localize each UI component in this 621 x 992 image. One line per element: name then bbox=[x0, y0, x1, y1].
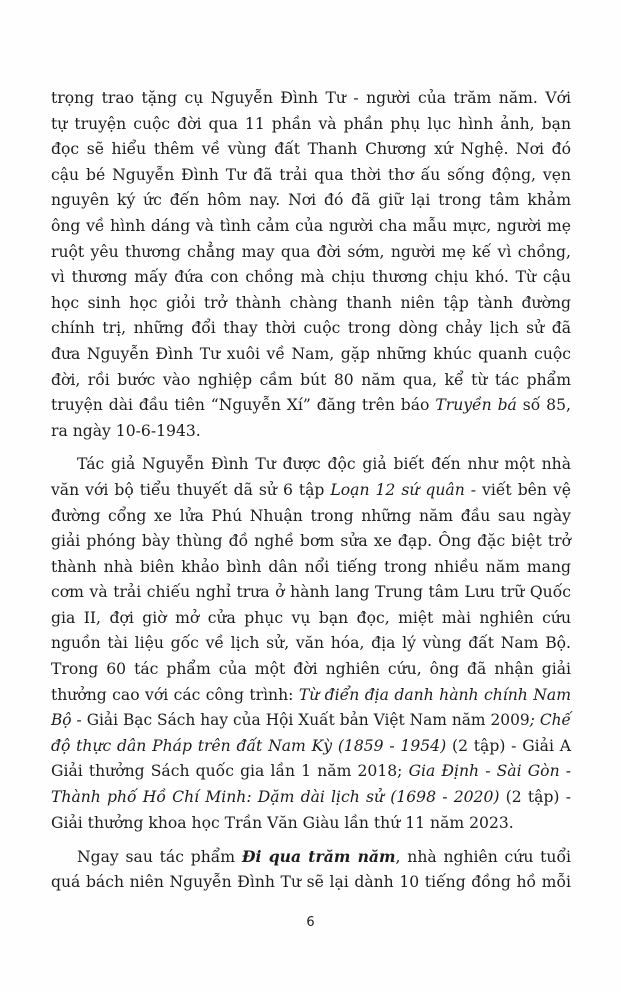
text-line: nguyên ký ức đến hôm nay. Nơi đó đã giữ lại trong tâm khảm bbox=[51, 191, 571, 210]
text-line: tự truyện cuộc đời qua 11 phần và phần phụ lục hình ảnh, bạn bbox=[51, 114, 571, 133]
text-span: văn với bộ tiểu thuyết dã sử 6 tập bbox=[51, 480, 331, 499]
text-span: số 85, bbox=[516, 396, 571, 415]
paragraph-1 bbox=[51, 86, 571, 444]
text-line: ông về hình dáng và tình cảm của người cha mẫu mực, người mẹ bbox=[51, 216, 571, 235]
book-title: Từ điển địa danh hành chính Nam bbox=[298, 685, 571, 704]
text-line: nguồn tài liệu gốc về lịch sử, văn hóa, địa lý vùng đất Nam Bộ. bbox=[51, 634, 571, 653]
text-span: Ngay sau tác phẩm bbox=[77, 848, 242, 867]
book-title: Thành phố Hồ Chí Minh: Dặm dài lịch sử (1698 - 2020) bbox=[51, 788, 500, 807]
text-line bbox=[51, 785, 571, 811]
page-number: 6 bbox=[306, 915, 315, 930]
text-line bbox=[51, 844, 571, 870]
book-title: Gia Định - Sài Gòn - bbox=[408, 762, 572, 781]
text-line bbox=[51, 683, 571, 709]
book-title: ; Chế bbox=[529, 711, 571, 730]
newspaper-title: Truyền bá bbox=[435, 396, 517, 415]
paragraph-3 bbox=[51, 844, 571, 895]
text-line: đường cổng xe lửa Phú Nhuận trong những năm đầu sau ngày bbox=[51, 506, 571, 525]
book-title: Đi qua trăm năm bbox=[241, 847, 396, 867]
text-line: đưa Nguyễn Đình Tư xuôi về Nam, gặp những khúc quanh cuộc bbox=[51, 344, 571, 363]
text-line bbox=[51, 734, 571, 760]
book-title: Loạn 12 sứ quân bbox=[330, 480, 465, 499]
text-line: ra ngày 10-6-1943. bbox=[51, 421, 201, 440]
text-line: Tác giả Nguyễn Đình Tư được độc giả biết đến như một nhà bbox=[77, 455, 571, 474]
body-text bbox=[51, 86, 571, 895]
paragraph-2 bbox=[51, 452, 571, 836]
text-line: đọc sẽ hiểu thêm về vùng đất Thanh Chương xứ Nghệ. Nơi đó bbox=[51, 140, 571, 159]
book-title: độ thực dân Pháp trên đất Nam Kỳ (1859 - 1954) bbox=[51, 736, 447, 755]
text-line: chính trị, những đổi thay thời cuộc trong dòng chảy lịch sử đã bbox=[51, 319, 571, 338]
text-span: - Giải Bạc Sách hay của Hội Xuất bản Việt Nam năm 2009 bbox=[71, 711, 530, 730]
text-line: đời, rồi bước vào nghiệp cầm bút 80 năm qua, kể từ tác phẩm bbox=[51, 370, 571, 389]
text-line: cơm và trải chiếu nghỉ trưa ở hành lang Trung tâm Lưu trữ Quốc bbox=[51, 583, 571, 602]
text-line bbox=[51, 478, 571, 504]
text-line: cậu bé Nguyễn Đình Tư đã trải qua thời thơ ấu sống động, vẹn bbox=[51, 165, 571, 184]
text-span: - viết bên vệ bbox=[464, 480, 571, 499]
text-line: thành nhà biên khảo bình dân nổi tiếng trong nhiều năm mang bbox=[51, 557, 571, 576]
text-line: vì thương mấy đứa con chồng mà chịu thương chịu khó. Từ cậu bbox=[51, 268, 571, 287]
text-span: thưởng cao với các công trình: bbox=[51, 685, 299, 704]
text-span: Giải thưởng Sách quốc gia lần 1 năm 2018; bbox=[51, 762, 409, 781]
text-line bbox=[51, 759, 571, 785]
text-line: Trong 60 tác phẩm của một đời nghiên cứu, ông đã nhận giải bbox=[51, 660, 571, 679]
text-line bbox=[51, 393, 571, 419]
book-title: Bộ bbox=[51, 711, 72, 730]
text-line: giải phóng bày thùng đồ nghề bơm sửa xe đạp. Ông đặc biệt trở bbox=[51, 532, 571, 551]
text-line: gia II, đợi giờ mở cửa phục vụ bạn đọc, miệt mài nghiên cứu bbox=[51, 608, 571, 627]
text-span: truyện dài đầu tiên “Nguyễn Xí” đăng trên báo bbox=[51, 396, 436, 415]
text-line: học sinh học giỏi trở thành chàng thanh niên tập tành đường bbox=[51, 293, 571, 312]
text-span: (2 tập) - Giải A bbox=[446, 736, 571, 755]
text-span: (2 tập) - bbox=[499, 788, 571, 807]
text-line: ruột yêu thương chẳng may qua đời sớm, người mẹ kế vì chồng, bbox=[51, 242, 571, 261]
text-line: quá bách niên Nguyễn Đình Tư sẽ lại dành 10 tiếng đồng hồ mỗi bbox=[51, 872, 571, 891]
text-line: trọng trao tặng cụ Nguyễn Đình Tư - người của trăm năm. Với bbox=[51, 89, 571, 107]
text-span: , nhà nghiên cứu tuổi bbox=[395, 848, 571, 867]
text-line bbox=[51, 708, 571, 734]
text-line: Giải thưởng khoa học Trần Văn Giàu lần thứ 11 năm 2023. bbox=[51, 813, 514, 832]
